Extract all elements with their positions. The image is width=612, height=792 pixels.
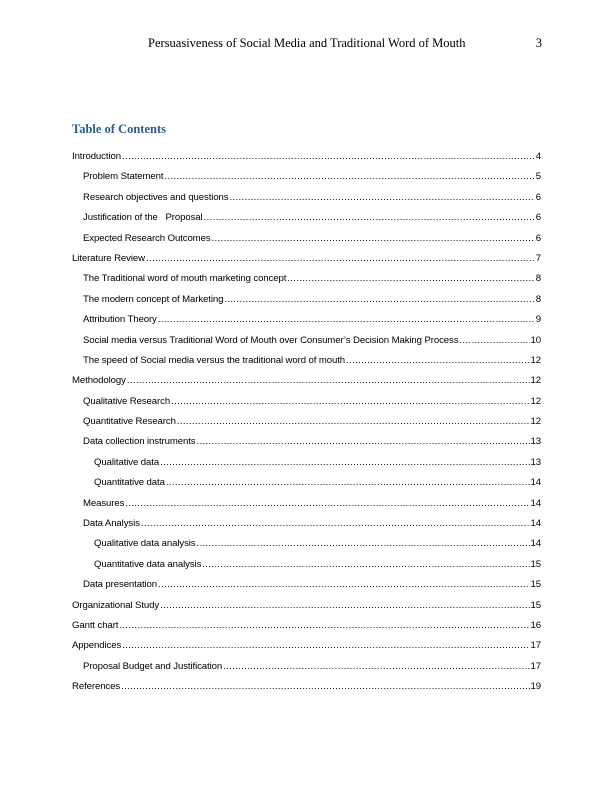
toc-entry[interactable] xyxy=(72,293,541,313)
toc-entry-title[interactable]: The speed of Social media versus the traditional word of mouth xyxy=(83,354,346,366)
toc-entry-title[interactable]: Introduction xyxy=(72,151,121,162)
toc-entry[interactable] xyxy=(72,374,541,394)
toc-entry[interactable] xyxy=(72,599,541,619)
toc-entry-page[interactable]: 13 xyxy=(530,456,541,468)
toc-entry[interactable] xyxy=(72,476,541,496)
toc-entry[interactable] xyxy=(72,558,541,578)
toc-entry-title[interactable]: Organizational Study xyxy=(72,599,160,611)
toc-entry-page[interactable]: 6 xyxy=(535,232,541,244)
dot-leader xyxy=(122,639,529,653)
toc-entry[interactable] xyxy=(72,334,541,354)
toc-entry-title[interactable]: Expected Research Outcomes xyxy=(83,232,211,244)
toc-entry[interactable] xyxy=(72,354,541,374)
dot-leader xyxy=(160,599,529,613)
toc-entry-page[interactable]: 8 xyxy=(535,293,541,305)
toc-entry-title[interactable]: Problem Statement xyxy=(83,171,164,183)
dot-leader xyxy=(141,517,530,531)
toc-entry-page[interactable]: 7 xyxy=(535,252,541,264)
toc-entry-title[interactable]: Qualitative Research xyxy=(83,395,171,407)
toc-entry-page[interactable]: 4 xyxy=(535,151,541,162)
toc-entry-title[interactable]: Measures xyxy=(83,497,125,509)
toc-entry[interactable] xyxy=(72,252,541,272)
dot-leader xyxy=(287,272,534,286)
table-of-contents xyxy=(72,150,541,701)
toc-entry-title[interactable]: Data presentation xyxy=(83,579,158,591)
toc-entry[interactable] xyxy=(72,456,541,476)
toc-entry[interactable] xyxy=(72,415,541,435)
toc-entry[interactable] xyxy=(72,313,541,333)
dot-leader xyxy=(177,415,530,429)
toc-entry[interactable] xyxy=(72,660,541,680)
toc-entry-title[interactable]: Quantitative Research xyxy=(83,416,176,428)
toc-entry[interactable] xyxy=(72,395,541,415)
toc-entry[interactable] xyxy=(72,272,541,292)
toc-entry[interactable] xyxy=(72,619,541,639)
dot-leader xyxy=(166,476,530,490)
toc-entry-title[interactable]: Data Analysis xyxy=(83,518,140,530)
toc-entry[interactable] xyxy=(72,517,541,537)
toc-entry-title[interactable]: Proposal Budget and Justification xyxy=(83,660,223,672)
toc-entry-page[interactable]: 12 xyxy=(530,416,541,428)
dot-leader xyxy=(127,374,530,388)
toc-entry[interactable] xyxy=(72,497,541,517)
toc-entry-page[interactable]: 15 xyxy=(530,599,541,611)
toc-entry[interactable] xyxy=(72,211,541,231)
dot-leader xyxy=(146,252,535,266)
toc-entry-page[interactable]: 14 xyxy=(530,518,541,530)
toc-entry-title[interactable]: Attribution Theory xyxy=(83,314,157,326)
toc-entry[interactable] xyxy=(72,191,541,211)
running-head-title: Persuasiveness of Social Media and Traditional Word of Mouth xyxy=(148,36,466,50)
dot-leader xyxy=(121,680,529,694)
toc-entry-title[interactable]: Quantitative data analysis xyxy=(94,558,202,570)
toc-entry-title[interactable]: Methodology xyxy=(72,375,126,387)
toc-entry-title[interactable]: Qualitative data analysis xyxy=(94,538,196,550)
dot-leader xyxy=(197,537,530,551)
toc-entry-page[interactable]: 8 xyxy=(535,273,541,285)
dot-leader xyxy=(158,578,529,592)
toc-entry-title[interactable]: Qualitative data xyxy=(94,456,160,468)
dot-leader xyxy=(224,293,534,307)
toc-entry-title[interactable]: Gantt chart xyxy=(72,619,119,631)
dot-leader xyxy=(125,497,529,511)
toc-entry[interactable] xyxy=(72,435,541,455)
toc-entry-page[interactable]: 14 xyxy=(530,497,541,509)
toc-entry-page[interactable]: 16 xyxy=(530,619,541,631)
dot-leader xyxy=(164,170,534,184)
toc-entry-page[interactable]: 17 xyxy=(530,640,541,652)
toc-entry-title[interactable]: Quantitative data xyxy=(94,477,165,489)
toc-entry-page[interactable]: 15 xyxy=(530,558,541,570)
toc-entry-title[interactable]: Research objectives and questions xyxy=(83,191,229,203)
toc-entry-page[interactable]: 14 xyxy=(530,477,541,489)
toc-entry-title[interactable]: Appendices xyxy=(72,640,122,652)
toc-entry-page[interactable]: 6 xyxy=(535,191,541,203)
toc-entry[interactable] xyxy=(72,680,541,700)
dot-leader xyxy=(204,211,535,225)
toc-entry-title[interactable]: The modern concept of Marketing xyxy=(83,293,224,305)
toc-entry-page[interactable]: 12 xyxy=(530,354,541,366)
toc-entry-page[interactable]: 10 xyxy=(530,334,541,346)
dot-leader xyxy=(158,313,535,327)
dot-leader xyxy=(223,660,529,674)
toc-entry-title[interactable]: Social media versus Traditional Word of Mouth over Consumer’s Decision Making Process xyxy=(83,334,459,346)
toc-entry[interactable] xyxy=(72,150,541,170)
dot-leader xyxy=(202,558,529,572)
dot-leader xyxy=(212,232,535,246)
page-number: 3 xyxy=(535,36,542,50)
toc-entry-title[interactable]: Literature Review xyxy=(72,252,145,264)
dot-leader xyxy=(119,619,529,633)
toc-entry-title[interactable]: References xyxy=(72,681,121,693)
dot-leader xyxy=(346,354,529,368)
toc-entry-title[interactable]: Data collection instruments xyxy=(83,436,196,448)
dot-leader xyxy=(122,150,535,164)
dot-leader xyxy=(160,456,529,470)
toc-entry-page[interactable]: 5 xyxy=(535,171,541,183)
toc-entry-page[interactable]: 9 xyxy=(535,314,541,326)
toc-entry[interactable] xyxy=(72,639,541,659)
toc-entry[interactable] xyxy=(72,578,541,598)
toc-entry-title[interactable]: The Traditional word of mouth marketing concept xyxy=(83,273,287,285)
toc-entry-page[interactable]: 12 xyxy=(530,395,541,407)
toc-entry-page[interactable]: 14 xyxy=(530,538,541,550)
toc-entry-page[interactable]: 19 xyxy=(530,681,541,693)
toc-entry-page[interactable]: 12 xyxy=(530,375,541,387)
toc-entry-page[interactable]: 6 xyxy=(535,212,541,224)
toc-entry-page[interactable]: 13 xyxy=(530,436,541,448)
toc-entry-page[interactable]: 17 xyxy=(530,660,541,672)
dot-leader xyxy=(230,191,535,205)
dot-leader xyxy=(196,435,529,449)
toc-entry[interactable] xyxy=(72,170,541,190)
toc-entry[interactable] xyxy=(72,232,541,252)
dot-leader xyxy=(171,395,529,409)
toc-entry[interactable] xyxy=(72,537,541,557)
toc-entry-page[interactable]: 15 xyxy=(530,579,541,591)
toc-entry-title[interactable]: Justification of the Proposal xyxy=(83,212,203,224)
toc-heading: Table of Contents xyxy=(72,122,166,136)
dot-leader xyxy=(459,334,529,348)
